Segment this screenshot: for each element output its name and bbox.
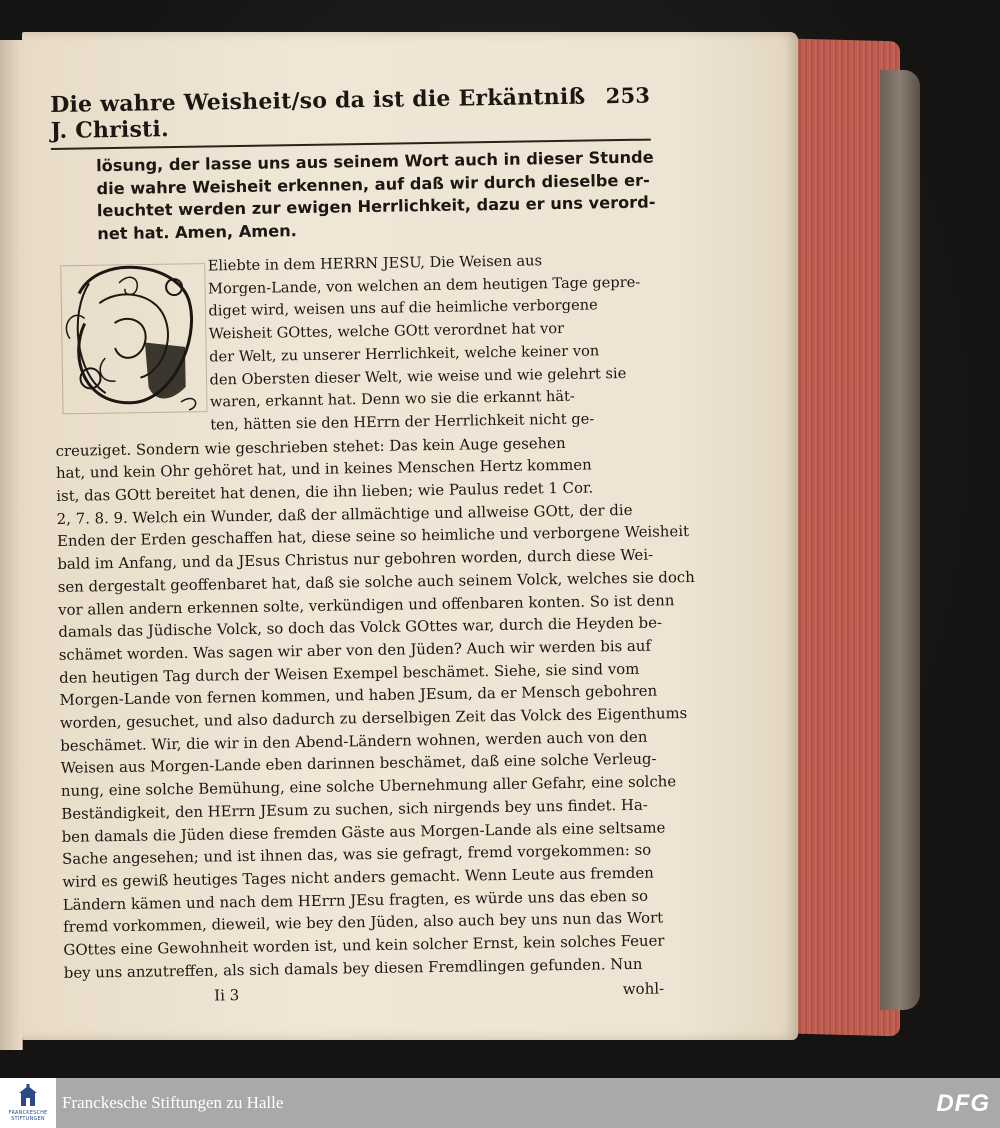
text-line: diget wird, weisen uns auf die heimliche verborgene: [208, 296, 598, 320]
text-line: bey uns anzutreffen, als sich damals bey diesen Fremdlingen gefunden. Nun: [63, 954, 643, 982]
lead-line: net hat. Amen, Amen.: [97, 220, 297, 243]
book-cover-edge: [880, 70, 920, 1010]
text-line: fremd vorkommen, dieweil, wie bey den Jüden, also auch bey uns nun das Wort: [62, 908, 664, 937]
text-line: schämet worden. Was sagen wir aber von den Jüden? Auch wir werden bis auf: [58, 636, 652, 664]
text-line: vor allen andern erkennen solte, verkündigen und offenbaren konten. So ist denn: [57, 590, 675, 619]
logo-text-line1: FRANCKESCHE: [8, 1110, 48, 1116]
viewer-footer-bar: [0, 1078, 1000, 1128]
text-line: der Welt, zu unserer Herrlichkeit, welche keiner von: [209, 342, 600, 366]
text-line: worden, gesuchet, und also dadurch zu derselbigen Zeit das Volck des Eigenthums: [59, 704, 688, 732]
full-width-text: [55, 430, 695, 984]
text-line: damals das Jüdische Volck, so doch das Volck GOttes war, durch die Heyden be-: [58, 613, 663, 642]
left-page-edge: [0, 40, 23, 1050]
text-line: GOttes eine Gewohnheit worden ist, und kein solcher Ernst, kein solches Feuer: [63, 931, 665, 959]
text-line: Weisen aus Morgen-Lande eben darinnen beschämet, daß eine solche Verleug-: [60, 750, 657, 778]
text-line: ten, hätten sie den HErrn der Herrlichkeit nicht ge-: [210, 410, 595, 434]
page-number: 253: [605, 82, 651, 109]
text-line: waren, erkannt hat. Denn wo sie die erkannt hät-: [209, 388, 575, 411]
text-line: bald im Anfang, und da JEsus Christus nur gebohren worden, durch diese Wei-: [57, 545, 654, 574]
text-line: beschämet. Wir, die wir in den Abend-Ländern wohnen, werden auch von den: [60, 727, 648, 755]
text-line: Eliebte in dem HERRN JESU, Die Weisen aus: [207, 252, 543, 275]
text-line: den heutigen Tag durch der Weisen Exempel beschämet. Siehe, sie sind vom: [59, 659, 640, 687]
text-line: nung, eine solche Bemühung, eine solche Ubernehmung aller Gefahr, eine solche: [60, 772, 677, 801]
signature-mark: Ii 3: [214, 985, 240, 1005]
text-line: Ländern kämen und nach dem HErrn JEsu fragten, es würde uns das eben so: [62, 886, 649, 914]
text-line: 2, 7. 8. 9. Welch ein Wunder, daß der allmächtige und allweise GOtt, der die: [56, 500, 633, 528]
text-line: den Obersten dieser Welt, wie weise und wie gelehrt sie: [209, 364, 627, 389]
main-paragraph: [53, 249, 695, 1010]
text-line: ist, das GOtt bereitet hat denen, die ihn lieben; wie Paulus redet 1 Cor.: [56, 478, 594, 505]
text-line: Morgen-Lande von fernen kommen, und haben JEsum, da er Mensch gebohren: [59, 681, 658, 710]
dfg-logo[interactable]: DFG: [936, 1090, 990, 1117]
text-line: sen dergestalt geoffenbaret hat, daß sie solche auch seinem Volck, welches sie doch: [57, 567, 695, 596]
running-head: [50, 83, 651, 150]
franckesche-logo[interactable]: [0, 1078, 56, 1128]
lead-paragraph: [51, 147, 656, 246]
text-line: wird es gewiß heutiges Tages nicht anders gemacht. Wenn Leute aus fremden: [62, 863, 654, 891]
text-line: creuziget. Sondern wie geschrieben stehet: Das kein Auge gesehen: [55, 433, 566, 460]
lead-line: lösung, der lasse uns aus seinem Wort auch in dieser Stunde: [96, 147, 654, 176]
lead-line: die wahre Weisheit erkennen, auf daß wir durch dieselbe er-: [96, 170, 650, 198]
building-icon: [17, 1084, 39, 1110]
text-line: hat, und kein Ohr gehöret hat, und in keines Menschen Hertz kommen: [55, 455, 592, 483]
text-line: Morgen-Lande, von welchen an dem heutigen Tage gepre-: [207, 273, 641, 298]
page-text: [50, 82, 695, 1010]
text-line: Sache angesehen; und ist ihnen das, was sie gefragt, fremd vorgekommen: so: [61, 840, 652, 869]
decorated-initial-g-icon: [59, 262, 209, 416]
institution-name[interactable]: Franckesche Stiftungen zu Halle: [62, 1093, 284, 1112]
running-head-title: Die wahre Weisheit/so da ist die Erkäntniß J. Christi.: [50, 83, 586, 144]
lead-line: leuchtet werden zur ewigen Herrlichkeit, dazu er uns verord-: [96, 192, 656, 221]
text-line: Enden der Erden geschaffen hat, diese seine so heimliche und verborgene Weisheit: [56, 522, 690, 551]
text-line: ben damals die Jüden diese fremden Gäste aus Morgen-Lande als eine seltsame: [61, 818, 666, 846]
text-line: Beständigkeit, den HErrn JEsum zu suchen, sich nirgends bey uns findet. Ha-: [61, 795, 648, 823]
text-line: Weisheit GOttes, welche GOtt verordnet hat vor: [208, 320, 565, 343]
logo-text-line2: STIFTUNGEN: [11, 1116, 45, 1122]
catchword: wohl-: [622, 978, 665, 998]
